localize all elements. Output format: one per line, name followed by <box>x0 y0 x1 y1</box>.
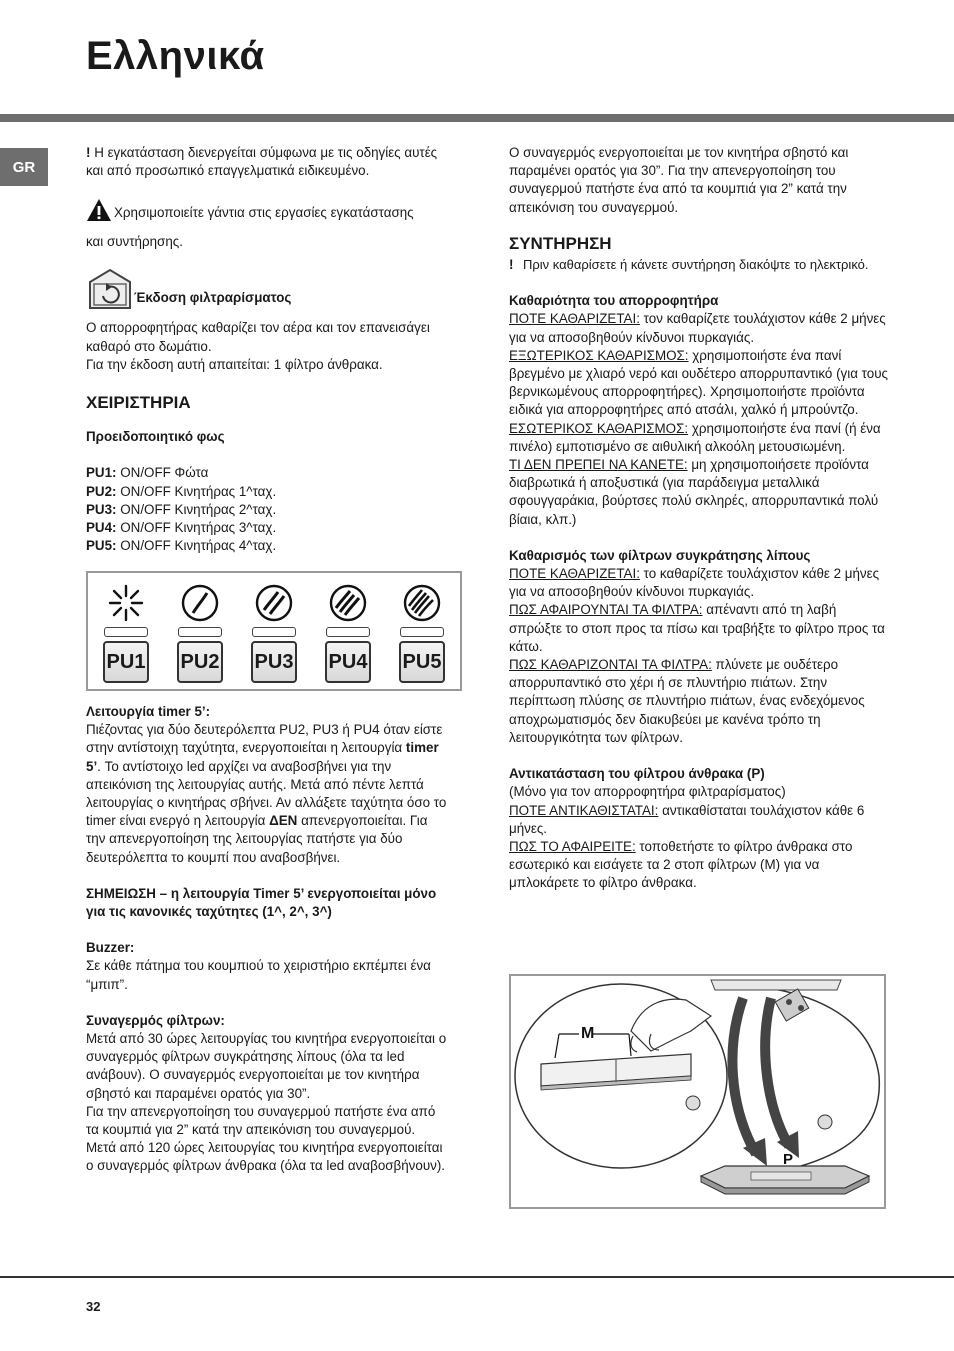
paragraph: ΠΟΤΕ ΚΑΘΑΡΙΖΕΤΑΙ: τον καθαρίζετε τουλάχιστον κάθε 2 μήνες για να αποσοβηθούν κίνδυνοι πυρκαγιάς. <box>509 311 886 345</box>
fan-speed-1-icon <box>178 583 222 623</box>
paragraph: ΠΟΤΕ ΑΝΤΙΚΑΘΙΣΤΑΤΑΙ: αντικαθίσταται τουλάχιστον κάθε 6 μήνες. <box>509 802 865 836</box>
carbon-filter-figure <box>509 974 886 1209</box>
gloves-note: Χρησιμοποιείτε γάντια στις εργασίες εγκατάστασης και συντήρησης. <box>86 198 450 256</box>
filter-alarm-text: Μετά από 30 ώρες λειτουργίας του κινητήρα ενεργοποιείται ο συναγερμός φίλτρων συγκράτησης λίπους (όλα τα led ανάβουν). Ο συναγερμός ενεργοποιείται με τον κινητήρα σβηστό και παραμένει ορατός για 30”. <box>86 1031 447 1101</box>
timer-note: ΣΗΜΕΙΩΣΗ – η λειτουργία Timer 5’ ενεργοποιείται μόνο για τις κανονικές ταχύτητες (1^, 2^, 3^) <box>86 885 437 920</box>
hood-cleaning-title: Καθαριότητα του απορροφητήρα <box>509 293 719 309</box>
pu1-button: PU1 <box>103 641 149 683</box>
pu1-group <box>102 583 150 683</box>
pu-line: PU5: ON/OFF Κινητήρας 4^ταχ. <box>86 538 277 554</box>
alarm-continued: Ο συναγερμός ενεργοποιείται με τον κινητήρα σβηστό και παραμένει ορατός για 30”. Για την απενεργοποίηση του συναγερμού πατήστε ένα από τα κουμπιά για 2” κατά την απεικόνιση του συναγερμού. <box>509 145 849 215</box>
pu5-button: PU5 <box>399 641 445 683</box>
page-number: 32 <box>86 1299 101 1314</box>
pu2-led <box>178 627 222 637</box>
footer-rule <box>0 1276 954 1278</box>
pu4-group <box>324 583 372 683</box>
buzzer-text: Σε κάθε πάτημα του κουμπιού το χειριστήριο εκπέμπει ένα “μπιπ”. <box>86 958 431 992</box>
controls-heading: ΧΕΙΡΙΣΤΗΡΙΑ <box>86 393 191 413</box>
pu3-led <box>252 627 296 637</box>
paragraph: ΠΩΣ ΤΟ ΑΦΑΙΡΕΙΤΕ: τοποθετήστε το φίλτρο άνθρακα στο εσωτερικό και εισάγετε τα 2 στοπ φίλτρων (M) για να μπλοκάρετε το φίλτρο άνθρακα. <box>509 838 853 891</box>
light-icon <box>104 583 148 623</box>
exclamation-icon: ! <box>509 257 514 273</box>
filter-alarm-title: Συναγερμός φίλτρων: <box>86 1012 225 1028</box>
pu3-button: PU3 <box>251 641 297 683</box>
pu4-button: PU4 <box>325 641 371 683</box>
pu-line: PU1: ON/OFF Φώτα <box>86 465 209 481</box>
right-column <box>509 144 889 893</box>
maintenance-heading: ΣΥΝΤΗΡΗΣΗ <box>509 233 612 253</box>
control-panel-figure <box>86 571 462 691</box>
pu2-button: PU2 <box>177 641 223 683</box>
exclamation-icon: ! <box>86 145 91 160</box>
paragraph: ΕΣΩΤΕΡΙΚΟΣ ΚΑΘΑΡΙΣΜΟΣ: χρησιμοποιήστε ένα πανί (ή ένα πινέλο) εμποτισμένο σε αιθυλική αλκοόλη μετουσιωμένη. <box>509 420 881 454</box>
pu2-group <box>176 583 224 683</box>
pu5-group <box>398 583 446 683</box>
pu3-group <box>250 583 298 683</box>
left-column-lower <box>86 703 450 1176</box>
header-bar <box>0 114 954 122</box>
filter-alarm-text: Μετά από 120 ώρες λειτουργίας του κινητήρα ενεργοποιείται ο συναγερμός φίλτρων άνθρακα (όλα τα led αναβοσβήνουν). <box>86 1140 446 1174</box>
grease-filter-title: Καθαρισμός των φίλτρων συγκράτησης λίπους <box>509 547 811 563</box>
buzzer-title: Buzzer: <box>86 940 135 956</box>
pu-line: PU3: ON/OFF Κινητήρας 2^ταχ. <box>86 501 277 517</box>
left-column <box>86 144 450 555</box>
carbon-filter-title: Αντικατάσταση του φίλτρου άνθρακα (P) <box>509 766 765 782</box>
fan-speed-4-icon <box>400 583 444 623</box>
filter-alarm-text: Για την απενεργοποίηση του συναγερμού πατήστε ένα από τα κουμπιά για 2” κατά την απεικόνιση του συναγερμού. <box>86 1103 436 1138</box>
paragraph: ΠΩΣ ΑΦΑΙΡΟΥΝΤΑΙ ΤΑ ΦΙΛΤΡΑ: απέναντι από τη λαβή σπρώξτε το στοπ προς τα πίσω και τραβήξτε το φίλτρο προς τα κάτω. <box>509 602 885 654</box>
pu-line: PU4: ON/OFF Κινητήρας 3^ταχ. <box>86 520 277 536</box>
carbon-filter-subtitle: (Μόνο για τον απορροφητήρα φιλτραρίσματος) <box>509 784 786 800</box>
paragraph: ΕΞΩΤΕΡΙΚΟΣ ΚΑΘΑΡΙΣΜΟΣ: χρησιμοποιήστε ένα πανί βρεγμένο με χλιαρό νερό και ουδέτερο απορρυπαντικό (για τους βερνικωμένους απορροφητήρες). Χρησιμοποιήστε προϊόντα ειδικά για απορροφητήρες από ατσάλι, χαλκό ή μπρούντζο. <box>509 347 888 418</box>
fan-speed-2-icon <box>252 583 296 623</box>
paragraph: ΤΙ ΔΕΝ ΠΡΕΠΕΙ ΝΑ ΚΑΝΕΤΕ: μη χρησιμοποιήσετε προϊόντα διαβρωτικά ή αποξυστικά (για παράδειγμα μεταλλικά σφουγγαράκια, βούρτσες πολύ σκληρές, απορρυπαντικά πολύ βίαια, κλπ.) <box>509 457 879 527</box>
warning-light-title: Προειδοποιητικό φως <box>86 429 225 445</box>
label-p: P <box>783 1151 794 1168</box>
warning-triangle-icon <box>86 198 112 228</box>
filter-version-text: Ο απορροφητήρας καθαρίζει τον αέρα και τον επανεισάγει καθαρό στο δωμάτιο. <box>86 320 430 354</box>
paragraph: ΠΟΤΕ ΚΑΘΑΡΙΖΕΤΑΙ: το καθαρίζετε τουλάχιστον κάθε 2 μήνες για να αποσοβηθούν κίνδυνοι πυρκαγιάς. <box>509 566 880 600</box>
maintenance-note: ! Πριν καθαρίσετε ή κάνετε συντήρηση διακόψτε το ηλεκτρικό. <box>509 256 889 274</box>
label-m: M <box>581 1025 595 1042</box>
filter-version-heading: Έκδοση φιλτραρίσματος <box>86 268 450 310</box>
fan-speed-3-icon <box>326 583 370 623</box>
pu4-led <box>326 627 370 637</box>
install-note: ! Η εγκατάσταση διενεργείται σύμφωνα με τις οδηγίες αυτές και από προσωπικό επαγγελματικά ειδικευμένο. <box>86 145 438 179</box>
timer-text: Πιέζοντας για δύο δευτερόλεπτα PU2, PU3 ή PU4 όταν είστε στην αντίστοιχη ταχύτητα, ενεργοποιείται η λειτουργία timer 5’. Το αντίστοιχο led αρχίζει να αναβοσβήνει για την απεικόνιση της λειτουργίας αυτής. Μετά από πέντε λεπτά λειτουργίας ο κινητήρας σβήνει. Αν αλλάξετε ταχύτητα όσο το timer είναι ενεργό η λειτουργία ΔΕΝ απενεργοποιείται. Για την απενεργοποίηση της λειτουργίας πατήστε για δύο δευτερόλεπτα το κουμπί που αναβοσβήνει. <box>86 722 447 865</box>
recirculation-icon <box>86 268 134 310</box>
language-tab: GR <box>0 148 48 186</box>
pu1-led <box>104 627 148 637</box>
pu-line: PU2: ON/OFF Κινητήρας 1^ταχ. <box>86 483 277 499</box>
filter-version-requirement: Για την έκδοση αυτή απαιτείται: 1 φίλτρο άνθρακα. <box>86 356 383 372</box>
filter-illustration <box>511 976 884 1207</box>
paragraph: ΠΩΣ ΚΑΘΑΡΙΖΟΝΤΑΙ ΤΑ ΦΙΛΤΡΑ: πλύνετε με ουδέτερο απορρυπαντικό στο χέρι ή σε πλυντήριο πιάτων. Στην περίπτωση πλύσης σε πλυντήριο πιάτων, ένας ενδεχόμενος αποχρωματισμός δεν διακυβεύει με κανένα τρόπο τη λειτουργικότητα των φίλτρων. <box>509 657 865 745</box>
timer-title: Λειτουργία timer 5’: <box>86 704 211 719</box>
page-title: Ελληνικά <box>86 34 265 78</box>
pu5-led <box>400 627 444 637</box>
